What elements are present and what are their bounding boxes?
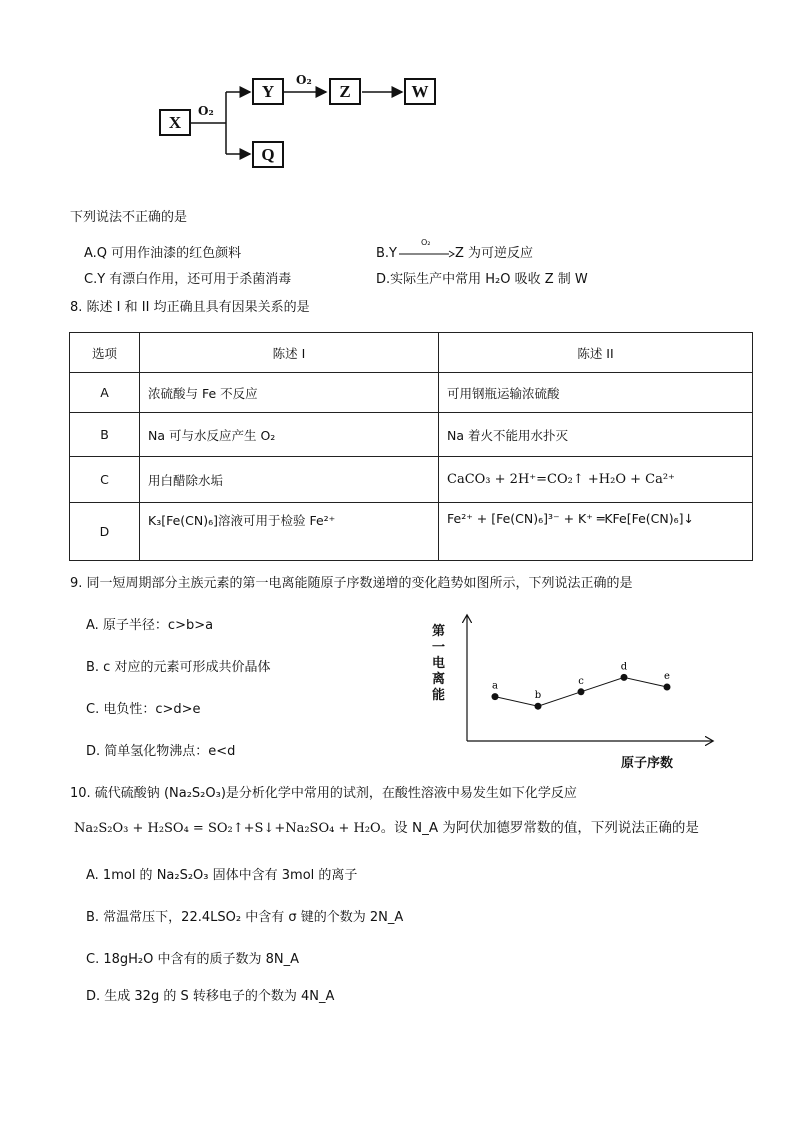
q7-option-b-pre: B.Y — [376, 246, 397, 261]
q9-option-c: C. 电负性：c>d>e — [86, 702, 201, 717]
q8-table — [69, 332, 753, 561]
q8-header-row — [70, 333, 753, 373]
node-q: Q — [252, 141, 284, 168]
node-x: X — [159, 109, 191, 136]
chart-svg — [450, 610, 730, 760]
q7-option-d: D.实际生产中常用 H₂O 吸收 Z 制 W — [376, 272, 588, 287]
q8-row-b-option: B — [70, 413, 140, 457]
edge-label-y-z: O₂ — [296, 73, 312, 87]
q10-option-c: C. 18gH₂O 中含有的质子数为 8N_A — [86, 952, 300, 967]
q9-option-b: B. c 对应的元素可形成共价晶体 — [86, 660, 271, 675]
chart-point-label-d: d — [620, 661, 628, 673]
q10-equation: Na₂S₂O₃ + H₂SO₄ = SO₂↑+S↓+Na₂SO₄ + H₂O — [74, 821, 381, 836]
chart-point-e — [664, 684, 671, 691]
q9-option-a: A. 原子半径：c>b>a — [86, 618, 214, 633]
q8-header-statement-1: 陈述 I — [140, 333, 439, 373]
right-arrow-icon — [397, 247, 455, 261]
q7-option-c: C.Y 有漂白作用，还可用于杀菌消毒 — [84, 272, 292, 287]
q10-option-a: A. 1mol 的 Na₂S₂O₃ 固体中含有 3mol 的离子 — [86, 868, 358, 883]
node-z: Z — [329, 78, 361, 105]
node-w: W — [404, 78, 436, 105]
q8-row-d-s2: Fe²⁺ + [Fe(CN)₆]³⁻ + K⁺ ═KFe[Fe(CN)₆]↓ — [439, 503, 753, 561]
chart-point-label-b: b — [534, 690, 542, 702]
q8-row-c-option: C — [70, 457, 140, 503]
q10-equation-line — [74, 816, 699, 836]
q10-stem: 10. 硫代硫酸钠 (Na₂S₂O₃)是分析化学中常用的试剂，在酸性溶液中易发生如下化学反应 — [70, 786, 577, 801]
table-row — [70, 413, 753, 457]
chart-point-label-e: e — [664, 671, 670, 682]
q10-equation-suffix: 。设 N_A 为阿伏加德罗常数的值，下列说法正确的是 — [380, 820, 699, 836]
chart-point-label-a: a — [492, 680, 498, 692]
q8-header-statement-2: 陈述 II — [439, 333, 753, 373]
q8-row-a-s2: 可用钢瓶运输浓硫酸 — [439, 373, 753, 413]
chart-y-label: 第一电离能 — [432, 624, 446, 703]
q8-row-b-s1: Na 可与水反应产生 O₂ — [140, 413, 439, 457]
q7-option-a: A.Q 可用作油漆的红色颜料 — [84, 246, 242, 261]
q8-row-d-s1: K₃[Fe(CN)₆]溶液可用于检验 Fe²⁺ — [140, 503, 439, 561]
q9-stem: 9. 同一短周期部分主族元素的第一电离能随原子序数递增的变化趋势如图所示，下列说法正确的是 — [70, 576, 633, 591]
q10-option-d: D. 生成 32g 的 S 转移电子的个数为 4N_A — [86, 989, 335, 1004]
q8-stem: 8. 陈述 I 和 II 均正确且具有因果关系的是 — [70, 300, 310, 315]
q8-row-a-s1: 浓硫酸与 Fe 不反应 — [140, 373, 439, 413]
q8-row-b-s2: Na 着火不能用水扑灭 — [439, 413, 753, 457]
q9-option-d: D. 简单氢化物沸点：e<d — [86, 744, 236, 759]
chart-point-d — [621, 674, 628, 681]
chart-point-a — [492, 693, 499, 700]
q8-row-a-option: A — [70, 373, 140, 413]
chart-x-label: 原子序数 — [621, 756, 674, 771]
q7-option-b-post: Z 为可逆反应 — [455, 246, 534, 261]
table-row — [70, 503, 753, 561]
edge-label-x-y: O₂ — [198, 104, 214, 118]
q7-option-b-arrow — [397, 237, 455, 261]
chart-point-label-c: c — [578, 675, 584, 687]
q7-option-b — [376, 237, 534, 261]
chart-point-b — [535, 703, 542, 710]
q8-row-c-s2: CaCO₃ + 2H⁺=CO₂↑ +H₂O + Ca²⁺ — [439, 457, 753, 503]
node-y: Y — [252, 78, 284, 105]
q8-row-c-s1: 用白醋除水垢 — [140, 457, 439, 503]
diagram-arrows — [0, 0, 794, 190]
q7-stem: 下列说法不正确的是 — [70, 210, 188, 225]
q7-option-b-arrow-label: O₂ — [421, 237, 431, 247]
q10-option-b: B. 常温常压下，22.4LSO₂ 中含有 σ 键的个数为 2N_A — [86, 910, 404, 925]
table-row — [70, 373, 753, 413]
chart-point-c — [578, 688, 585, 695]
table-row — [70, 457, 753, 503]
q8-row-d-option: D — [70, 503, 140, 561]
q8-header-option: 选项 — [70, 333, 140, 373]
